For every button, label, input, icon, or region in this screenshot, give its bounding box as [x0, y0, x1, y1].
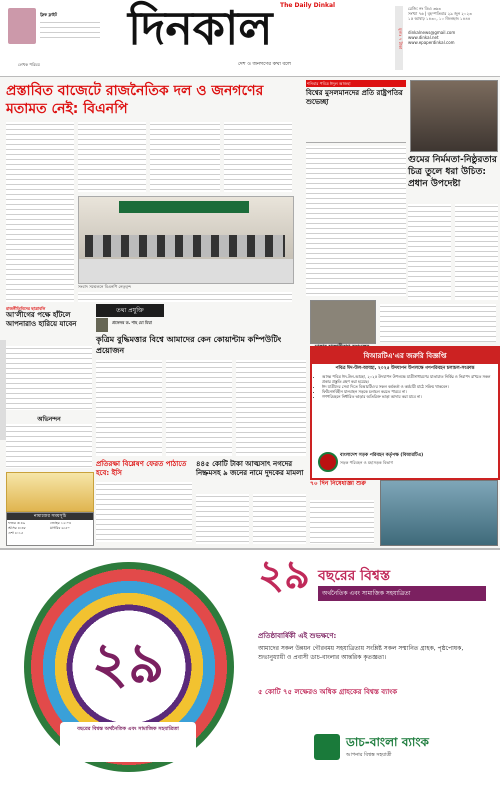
- brta-items: [312, 374, 498, 399]
- tech-col-2: [166, 360, 232, 456]
- tech-byline: প্রফেসর ড. শাহ মো মিয়া: [112, 320, 152, 325]
- columnist-sub: লেখক পরিচয়: [18, 62, 40, 67]
- brta-footer: বাংলাদেশ সড়ক পরিবহন কর্তৃপক্ষ (বিআরটিএ): [340, 453, 424, 458]
- photo-table: [79, 259, 293, 283]
- pm-col-a: [408, 204, 451, 300]
- bank-name: ডাচ-বাংলা ব্যাংক: [346, 735, 429, 749]
- tech-author-photo: [96, 318, 108, 332]
- brta-logo-icon: [318, 452, 338, 472]
- lead-continue: [78, 292, 292, 302]
- issue-line: সংখ্যা ৭৬ | বৃহস্পতিবার ২৯ জুন ২০২৩: [408, 11, 472, 17]
- hijri-line: ১৫ আষাঢ় ১৪৩০, ১০ জিলহজ ১৪৪৪: [408, 16, 471, 22]
- prayer-box: [6, 512, 94, 546]
- prayer-time: ফজর ৩:৪৯: [8, 521, 26, 525]
- brta-item: • ঈদ যাত্রীদের সেবা দিতে বিআরটিএ'র সকল কর্মকর্তা ও কর্মচারী মাঠে সক্রিয় থাকবেন।: [322, 384, 498, 389]
- left-story-1-kicker: রাজনীতিবিদের ছাত্রাবলি: [6, 306, 46, 311]
- lead-col-4: [224, 122, 292, 192]
- ban-headline: ৭০ দিন নিষেধাজ্ঞা শুরু: [310, 480, 366, 487]
- epaper-link[interactable]: www.epaperdinkal.com: [408, 40, 455, 46]
- ad-thanks-title: প্রতিষ্ঠাবার্ষিকী এই শুভক্ষণে:: [258, 632, 337, 640]
- ad-circle-caption-text: বছরের বিশ্বস্ত অর্থনৈতিক এবং সামাজিক সহযাত্রিতা: [77, 726, 179, 732]
- tagline: দেশ ও জনগণের কথা বলে: [238, 62, 291, 67]
- ad-circle-number: ২৯: [91, 631, 165, 696]
- nagad-headline: ৪৪৫ কোটি টাকা আত্মসাৎ নগদের নিষ্ক্রমসহ ৯ জনের নামে দুদকের মামলা: [196, 460, 304, 477]
- pm-photo: [410, 80, 498, 152]
- tech-col-3: [236, 360, 306, 456]
- left-story-2-headline: অভিনন্দন: [37, 416, 61, 423]
- ban-photo: [380, 480, 498, 546]
- lower-left-body: [96, 482, 192, 542]
- ad-thanks-body: আমাদের সকল উন্নয়ন গৌরবময় সহযাত্রিতায় সংশ্লিষ্ট সকল সম্মানিত গ্রাহক, পৃষ্ঠপোষক, শুভানুধ্যায়ী ও প্রবাসী ডাচ-বাংলার আন্তরিক কৃতজ্ঞতা।: [258, 645, 464, 661]
- lead-col-1: [6, 122, 74, 302]
- ad-title: বছরের বিশ্বস্ত: [318, 568, 391, 584]
- nagad-col-a: [196, 494, 249, 544]
- paper-name-en: The Daily Dinkal: [280, 2, 336, 9]
- eid-kicker: শনিবার পবিত্র ঈদুল আজহা: [306, 80, 406, 87]
- columnist-name: ফ্লিক ফ্লাইট: [40, 12, 58, 17]
- brta-item: • ফিটনেসবিহীন যানবাহন সড়কে চলাচল করতে পারবে না।: [322, 389, 498, 394]
- right-top-story: [306, 80, 406, 143]
- journalist-photo: [310, 300, 376, 344]
- photo-backdrop-banner: [119, 201, 249, 213]
- tech-col-1: [96, 360, 162, 456]
- bank-tagline: আপনার বিশ্বস্ত সহযাত্রী: [346, 752, 392, 758]
- pm-col-b: [455, 204, 498, 300]
- lead-photo: [78, 196, 294, 284]
- brta-item: • গণপরিবহনে নির্ধারিত ভাড়ার অতিরিক্ত ভাড়া আদায় করা যাবে না।: [322, 394, 498, 399]
- price-label: মূল্যঃ ৭ টাকা: [398, 27, 403, 49]
- ad-big-number: ২৯: [258, 552, 310, 598]
- masthead: [0, 0, 500, 77]
- mosque-illustration: [6, 472, 94, 512]
- brta-footer-sub: সড়ক পরিবহন ও মহাসড়ক বিভাগ: [340, 460, 394, 465]
- nagad-col-b: [253, 494, 306, 544]
- right-top-col: [306, 146, 406, 296]
- edition-vertical: [395, 6, 403, 70]
- brta-title: বিআরটিএ'এর জরুরি বিজ্ঞপ্তি: [312, 348, 498, 364]
- lead-col-2: [78, 122, 146, 192]
- ad-customers-line: ৫ কোটি ৭৫ লক্ষেরও অধিক গ্রাহকের বিশ্বস্ত ব্যাংক: [258, 688, 398, 696]
- photo-people: [85, 235, 285, 257]
- left-story-1-headline: আ'লীগের পক্ষে হাঁটলে আপনারাও হারিয়ে যাবেন: [6, 311, 77, 329]
- brta-notice: [310, 346, 500, 480]
- ad-circle-caption: [60, 722, 196, 762]
- lower-left-headline: প্রতিরক্ষা বিশ্লেষণ ফেরত পাঠাতে হবে: ইসি: [96, 460, 187, 477]
- tech-headline: কৃত্রিম বুদ্ধিমত্তার বিশ্বে আমাদের কেন কোয়ান্টাম কম্পিউটিং প্রয়োজন: [96, 335, 282, 355]
- dbbl-logo-icon: [314, 734, 340, 760]
- brta-subtitle: পবিত্র ঈদ-উল-আযহা, ২০২৫ উদযাপন উপলক্ষে গণপরিবহন চলাচল-সংক্রান্ত: [335, 366, 475, 371]
- prayer-time: জোহর ১২:০৪: [50, 521, 72, 525]
- brta-item: • আসন্ন পবিত্র ঈদ-উল-আযহা, ২০২৫ উদযাপন উপলক্ষে যাত্রীসাধারণের যাতায়াত নির্বিঘ্ন ও নিরাপদ রাখতে সকল প্রকার প্রস্তুতি গ্রহণ করা হয়েছে।: [322, 374, 498, 384]
- left-story-1-body: [6, 346, 92, 410]
- lead-photo-caption: সংবাদ সম্মেলনে বিএনপি নেতৃবৃন্দ: [78, 284, 131, 289]
- prayer-title: নামাজের সময়সূচি: [7, 513, 93, 520]
- prayer-time: আসর ৪:৩৮: [8, 526, 26, 530]
- date-block: [408, 6, 496, 45]
- columnist-blurb: [40, 20, 100, 40]
- reg-line: রেজি: নং ডিএ ৩৬৩: [408, 6, 441, 11]
- right-mid-col: [380, 304, 496, 342]
- pm-headline: গুমের নির্মমতা-নিষ্ঠুরতার চিত্র তুলে ধরা উচিত: প্রধান উপদেষ্টা: [408, 155, 497, 189]
- web-link[interactable]: www.dinkal.net: [408, 34, 439, 40]
- lead-headline: প্রস্তাবিত বাজেটে রাজনৈতিক দল ও জনগণের মতামত নেই: বিএনপি: [6, 83, 264, 117]
- left-story-1: [6, 306, 92, 329]
- dbbl-ad[interactable]: [0, 548, 500, 788]
- email-link[interactable]: dinkalnews@gmail.com: [408, 29, 456, 35]
- tech-section-label: তথ্য প্রযুক্তি: [96, 304, 164, 317]
- left-story-2-body: [6, 424, 92, 468]
- prayer-time: মাগরিব ৬:৫০: [50, 526, 70, 530]
- ad-subtitle: অর্থনৈতিক এবং সামাজিক সহযাত্রিতা: [318, 586, 486, 601]
- paper-name: দিনকাল: [128, 1, 273, 55]
- lead-col-3: [150, 122, 220, 192]
- eid-headline: বিশ্বের মুসলমানদের প্রতি রাষ্ট্রপতির শুভেচ্ছা: [306, 89, 403, 107]
- columnist-photo: [8, 8, 36, 44]
- ban-body: [310, 500, 374, 544]
- prayer-time: এশা ৮:১৫: [8, 531, 24, 535]
